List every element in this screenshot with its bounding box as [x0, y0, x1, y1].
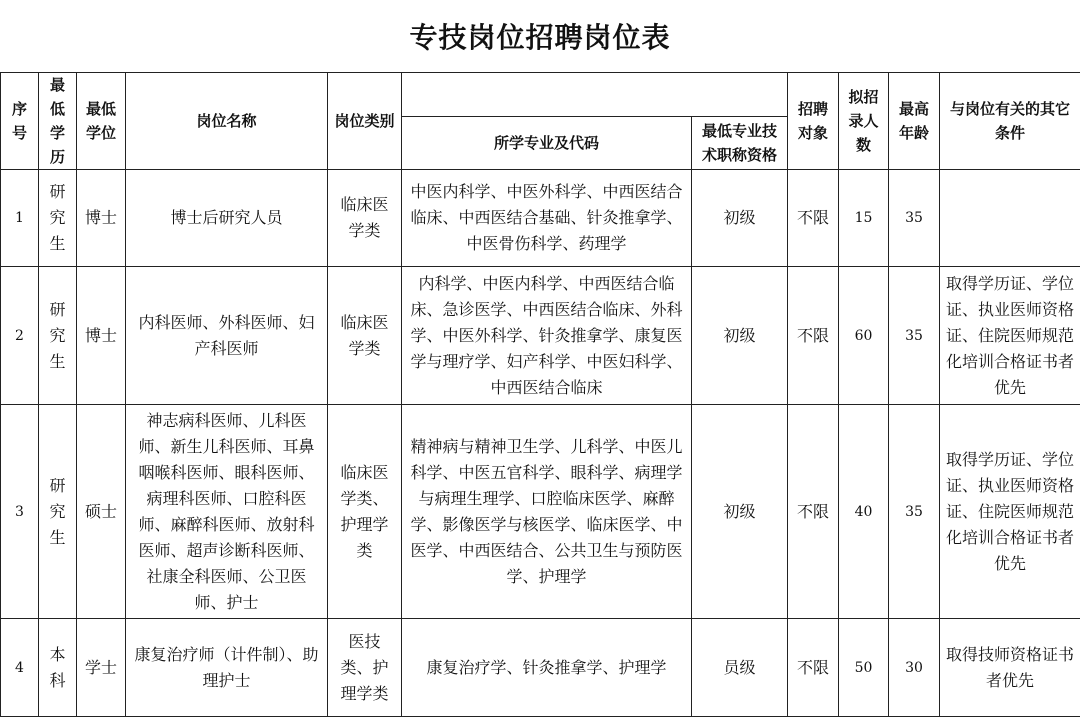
cell-target: 不限 [788, 619, 839, 717]
cell-planned-count: 60 [839, 267, 889, 405]
header-target: 招聘对象 [788, 73, 839, 170]
cell-major-code: 内科学、中医内科学、中西医结合临床、急诊医学、中西医结合临床、外科学、中医外科学、针灸推拿学、康复医学与理疗学、妇产科学、中医妇科学、中西医结合临床 [402, 267, 692, 405]
cell-min-title: 员级 [692, 619, 788, 717]
cell-seq: 3 [1, 405, 39, 619]
cell-position-category: 临床医学类、护理学类 [328, 405, 402, 619]
cell-major-code: 康复治疗学、针灸推拿学、护理学 [402, 619, 692, 717]
cell-max-age: 30 [889, 619, 940, 717]
document-title: 专技岗位招聘岗位表 [0, 0, 1080, 72]
cell-seq: 4 [1, 619, 39, 717]
cell-position-category: 临床医学类 [328, 267, 402, 405]
cell-other: 取得学历证、学位证、执业医师资格证、住院医师规范化培训合格证书者优先 [940, 405, 1080, 619]
cell-min-education: 研究生 [39, 405, 77, 619]
cell-max-age: 35 [889, 405, 940, 619]
cell-major-code: 精神病与精神卫生学、儿科学、中医儿科学、中医五官科学、眼科学、病理学与病理生理学、口腔临床医学、麻醉学、影像医学与核医学、临床医学、中医学、中西医结合、公共卫生与预防医学、护理学 [402, 405, 692, 619]
cell-min-degree: 博士 [77, 170, 126, 267]
cell-min-education: 研究生 [39, 170, 77, 267]
table-row [1, 170, 1080, 267]
header-other: 与岗位有关的其它条件 [940, 73, 1080, 170]
cell-position-name: 博士后研究人员 [126, 170, 328, 267]
cell-position-category: 医技类、护理学类 [328, 619, 402, 717]
cell-min-title: 初级 [692, 267, 788, 405]
cell-min-degree: 学士 [77, 619, 126, 717]
cell-major-code: 中医内科学、中医外科学、中西医结合临床、中西医结合基础、针灸推拿学、中医骨伤科学、药理学 [402, 170, 692, 267]
cell-seq: 2 [1, 267, 39, 405]
cell-other [940, 170, 1080, 267]
cell-position-name: 康复治疗师（计件制）、助理护士 [126, 619, 328, 717]
header-major-code: 所学专业及代码 [402, 117, 692, 170]
header-seq: 序号 [1, 73, 39, 170]
cell-min-degree: 博士 [77, 267, 126, 405]
cell-other: 取得技师资格证书者优先 [940, 619, 1080, 717]
cell-max-age: 35 [889, 267, 940, 405]
cell-planned-count: 15 [839, 170, 889, 267]
header-min-title: 最低专业技术职称资格 [692, 117, 788, 170]
header-position-category: 岗位类别 [328, 73, 402, 170]
table-row [1, 267, 1080, 405]
cell-position-name: 神志病科医师、儿科医师、新生儿科医师、耳鼻咽喉科医师、眼科医师、病理科医师、口腔科医师、麻醉科医师、放射科医师、超声诊断科医师、社康全科医师、公卫医师、护士 [126, 405, 328, 619]
cell-other: 取得学历证、学位证、执业医师资格证、住院医师规范化培训合格证书者优先 [940, 267, 1080, 405]
header-min-degree: 最低学位 [77, 73, 126, 170]
cell-min-education: 研究生 [39, 267, 77, 405]
cell-min-education: 本科 [39, 619, 77, 717]
header-row-top [1, 73, 1080, 117]
cell-planned-count: 40 [839, 405, 889, 619]
cell-target: 不限 [788, 405, 839, 619]
cell-min-title: 初级 [692, 170, 788, 267]
cell-target: 不限 [788, 170, 839, 267]
cell-max-age: 35 [889, 170, 940, 267]
header-blank-group [402, 73, 788, 117]
cell-seq: 1 [1, 170, 39, 267]
cell-position-category: 临床医学类 [328, 170, 402, 267]
cell-target: 不限 [788, 267, 839, 405]
table-row [1, 619, 1080, 717]
header-min-education: 最低学历 [39, 73, 77, 170]
cell-planned-count: 50 [839, 619, 889, 717]
header-position-name: 岗位名称 [126, 73, 328, 170]
table-row [1, 405, 1080, 619]
header-max-age: 最高年龄 [889, 73, 940, 170]
recruitment-table [0, 72, 1080, 717]
cell-min-degree: 硕士 [77, 405, 126, 619]
cell-position-name: 内科医师、外科医师、妇产科医师 [126, 267, 328, 405]
cell-min-title: 初级 [692, 405, 788, 619]
header-planned-count: 拟招录人数 [839, 73, 889, 170]
